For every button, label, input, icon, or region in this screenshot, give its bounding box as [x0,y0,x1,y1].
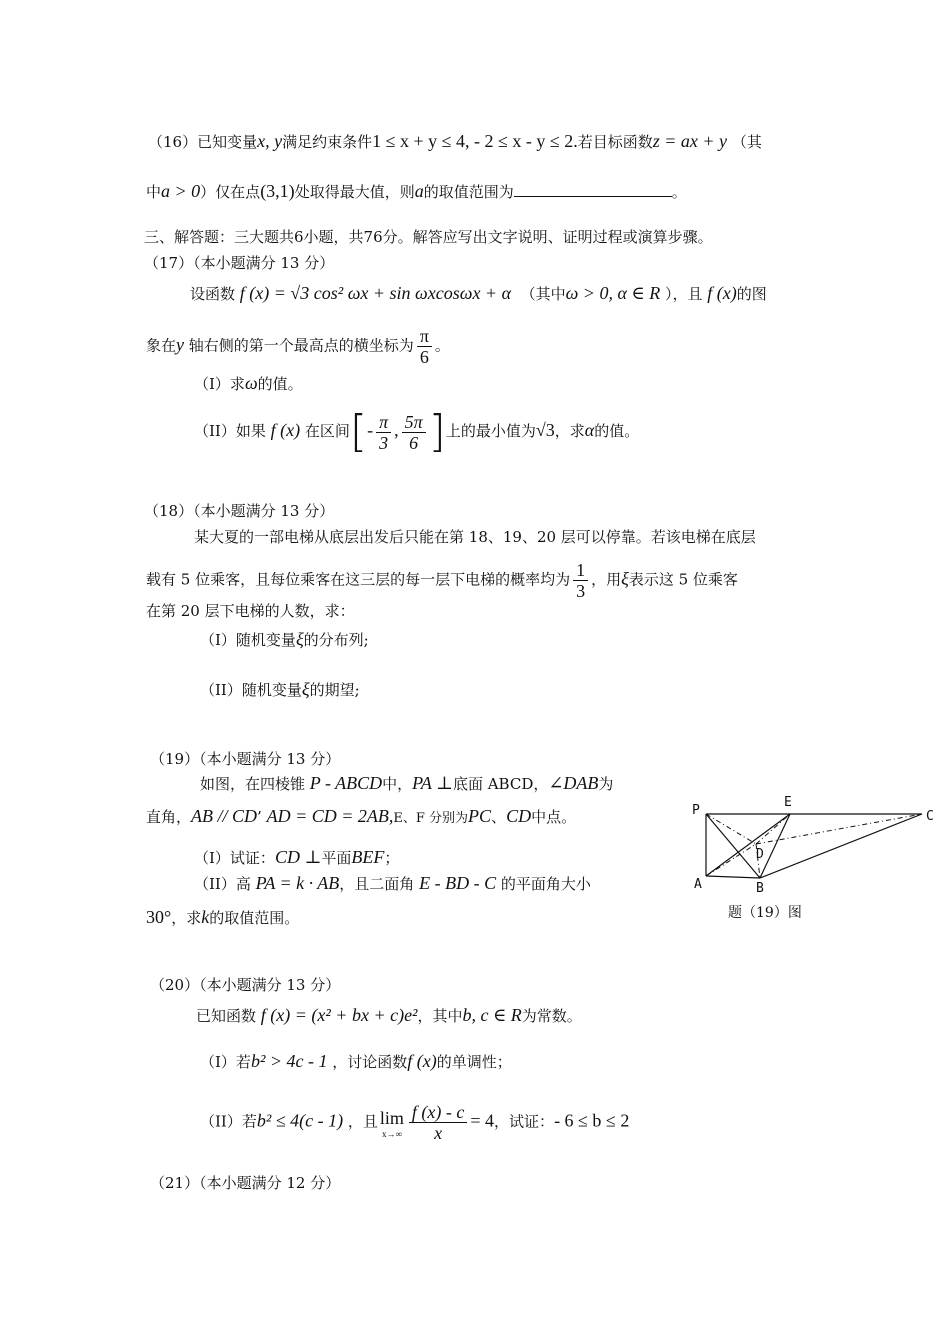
edge-ab [706,876,760,878]
text: 满足约束条件 [282,133,373,151]
label-b: B [756,881,764,896]
text: ）仅在点 [200,183,261,201]
text: （其中 [520,285,566,303]
math: y [176,334,185,355]
edge-bc [760,814,922,878]
text: 的单调性； [436,1053,512,1071]
q20-part1 [200,1050,512,1073]
text: ），且 [665,285,703,303]
math: f (x) [707,283,737,303]
text: 处取得最大值，则 [294,183,415,201]
math: 30° [146,907,172,927]
q20-line1 [196,1004,582,1027]
text: 载有 5 位乘客，且每位乘客在这三层的每一层下电梯的概率均为 [146,570,571,589]
math: ξ [621,568,629,589]
label-e: E [784,795,792,810]
denominator: 6 [419,347,429,367]
text: 中点。 [531,808,577,826]
math: AD = CD = 2AB, [266,806,394,826]
numerator: π [376,412,391,433]
numerator: 1 [573,560,588,581]
math: ξ [295,629,304,649]
text: （其 [731,133,762,151]
math: f (x) = (x² + bx + c)e² [260,1005,418,1025]
math: a [414,181,424,201]
q17-heading: （17）（本小题满分 13 分） [144,254,335,272]
text: （I）随机变量 [200,631,296,649]
math: E - BD - C [419,873,497,893]
edge-dc [756,814,922,844]
comma: , [394,420,399,440]
text: 若目标函数 [577,133,653,151]
text: 表示这 5 位乘客 [628,570,738,589]
text: 、 [491,808,507,826]
text: 为 [598,775,614,793]
q18-line3: 在第 20 层下电梯的人数，求： [146,602,355,620]
fraction [409,1102,467,1143]
text: 直角， [146,808,192,826]
fraction [573,560,588,601]
minus: - [367,420,374,440]
right-bracket: ] [428,406,446,457]
text: （II）高 [194,875,251,893]
text: （I）求 [194,375,245,393]
text: 的值。 [257,375,303,393]
text: ，其中 [417,1007,463,1025]
math: P - ABCD [309,773,383,793]
math: ω [244,373,258,393]
numerator: π [417,326,432,347]
lim-sub: x→∞ [381,1128,402,1139]
text: ’ [257,808,262,826]
text: （I）若 [200,1053,251,1071]
denominator: 3 [576,581,586,601]
math: - 6 ≤ b ≤ 2 [554,1110,630,1131]
text: 象在 [146,336,177,355]
label-p: P [692,803,700,818]
text: （II）随机变量 [200,681,302,699]
math: ω > 0, α ∈ R [565,283,661,303]
text: 底面 ABCD， [452,775,549,793]
math: CD [506,806,532,826]
text: （II）若 [200,1112,257,1131]
math: z = ax + y [652,131,728,151]
figure-caption: 题（19）图 [728,905,802,921]
label-a: A [694,877,702,892]
q18-line1: 某大夏的一部电梯从底层出发后只能在第 18、19、20 层可以停靠。若该电梯在底层 [194,528,756,546]
edge-ae [706,814,790,876]
numerator: f (x) - c [409,1102,467,1123]
text: 。 [671,183,687,201]
q19-line2 [146,805,576,830]
q17-line1 [190,282,767,305]
numerator: 5π [402,412,426,433]
text: 的取值范围为 [423,183,514,201]
text: 的分布列; [303,631,369,649]
math: ξ [301,679,310,699]
text: 。 [434,336,450,355]
math: ∠DAB [548,773,599,793]
math: PA = k · AB [255,873,340,893]
math: = 4 [470,1110,495,1131]
text: 为常数。 [521,1007,582,1025]
fraction [402,412,426,453]
fraction [417,326,432,367]
math: b² ≤ 4(c - 1) [256,1110,344,1131]
math: α [584,420,595,440]
text: 中， [382,775,413,793]
text: ，且 [347,1112,378,1131]
text: 的取值范围。 [209,909,300,927]
text: 的图 [736,285,767,303]
edge-ad [706,844,756,876]
q19-heading: （19）（本小题满分 13 分） [150,750,341,768]
q18-heading: （18）（本小题满分 13 分） [144,502,335,520]
q16-line1 [148,130,762,153]
math: f (x) [407,1051,437,1071]
math: √3 [535,420,555,440]
text: 在区间 [304,422,350,440]
fraction [376,412,391,453]
text: ，讨论函数 [332,1053,408,1071]
q20-part2 [200,1102,629,1143]
denominator: x [434,1123,443,1143]
math: (3,1) [260,181,295,201]
text: ，且二面角 [339,875,415,893]
q17-part1 [194,372,303,395]
left-bracket: [ [349,406,368,457]
denominator: 3 [379,432,389,453]
math: BEF [351,847,385,867]
text: 的期望; [309,681,360,699]
edge-de [756,814,790,844]
text: （I）试证： [194,849,275,867]
q17-part2 [194,406,640,457]
q19-part1 [194,846,399,869]
math: b, c ∈ R [462,1005,522,1025]
q21-heading: （21）（本小题满分 12 分） [150,1174,341,1192]
q18-part1 [200,628,369,651]
q16-line2 [146,180,687,203]
q20-heading: （20）（本小题满分 13 分） [150,976,341,994]
q19-part2-cont [146,906,299,929]
denominator: 6 [409,432,419,453]
text: ，试证： [494,1112,555,1131]
text: 上的最小值为 [445,422,536,440]
text: ，求 [554,422,585,440]
label-c: C [926,809,934,824]
math: f (x) [270,420,301,440]
math: 1 ≤ x + y ≤ 4, - 2 ≤ x - y ≤ 2. [372,131,578,151]
text: 设函数 [190,285,236,303]
text: E、F 分别为 [393,811,469,826]
math: k [201,907,210,927]
edge-pd [706,814,756,844]
edge-pb [706,814,760,878]
lim-text: lim [379,1107,404,1128]
text: （II）如果 [194,422,266,440]
math: b² > 4c - 1 [250,1051,328,1071]
text: （16）已知变量 [148,133,258,151]
math: a > 0 [161,181,201,201]
q19-line1 [200,772,613,795]
text: 的值。 [594,422,640,440]
text: 已知函数 [196,1007,257,1025]
text: ； [384,849,400,867]
text: ，用 [591,570,622,589]
text: 轴右侧的第一个最高点的横坐标为 [188,336,414,355]
math: AB // CD [191,806,258,826]
text: 平面 [321,849,352,867]
label-d: D [756,847,764,862]
math: f (x) = √3 cos² ωx + sin ωxcosωx + α [239,283,512,303]
text: 中 [146,183,162,201]
limit [380,1107,404,1139]
text: ，求 [171,909,202,927]
math: PA ⊥ [412,773,453,793]
q18-line2 [146,560,738,601]
math: CD ⊥ [274,847,322,867]
q18-part2 [200,678,360,701]
text: 如图，在四棱锥 [200,775,306,793]
math: x, y [257,131,283,151]
section3-heading: 三、解答题：三大题共6小题，共76分。解答应写出文字说明、证明过程或演算步骤。 [144,228,713,246]
answer-blank [514,180,672,197]
text: 的平面角大小 [500,875,591,893]
q17-line2 [146,326,450,367]
q19-part2 [194,872,591,895]
math: PC [468,806,492,826]
